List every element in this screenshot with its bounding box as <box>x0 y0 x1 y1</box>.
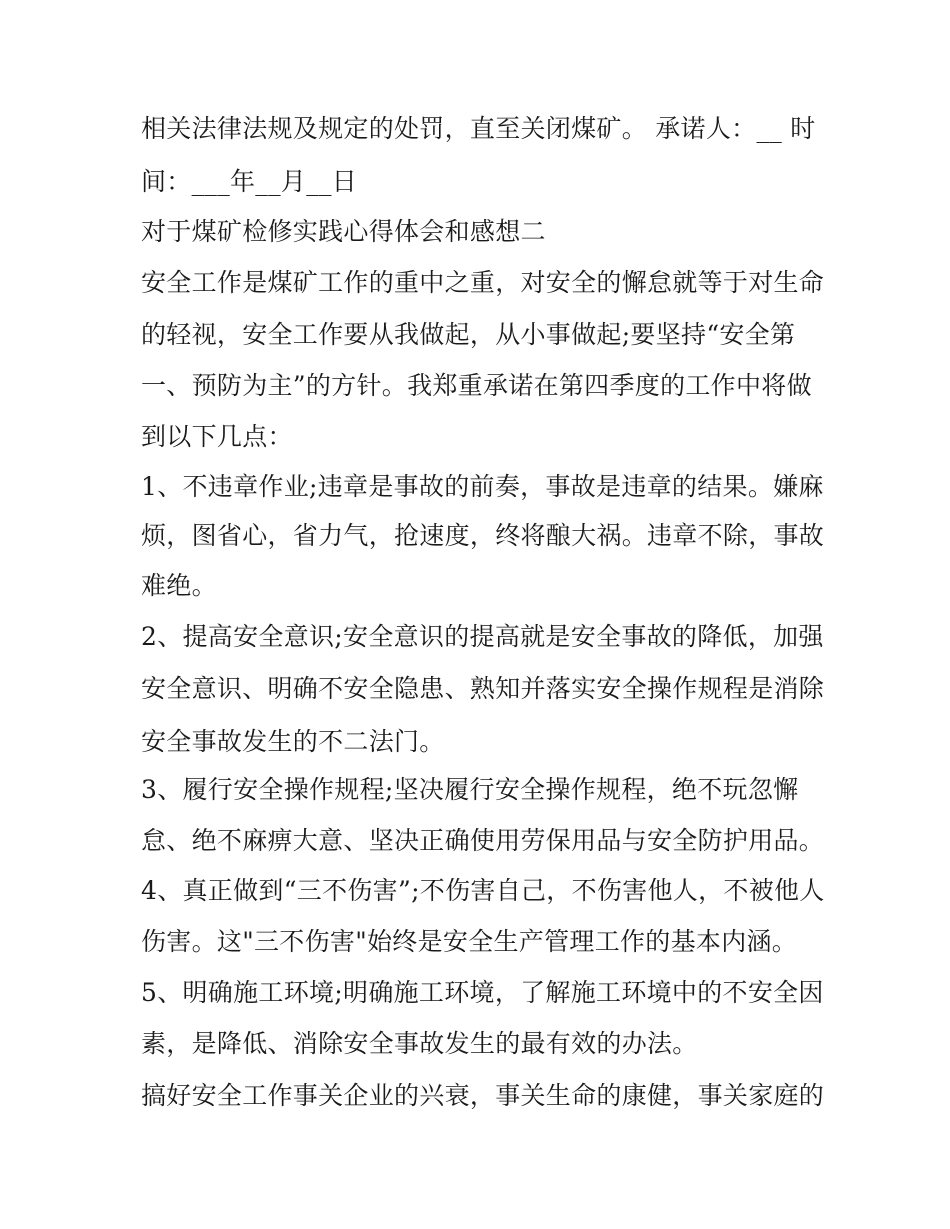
text-line: 一、预防为主”的方针。我郑重承诺在第四季度的工作中将做 <box>141 371 812 400</box>
text-line: 的轻视，安全工作要从我做起，从小事做起;要坚持“安全第 <box>141 320 796 349</box>
list-item-2: 2、提高安全意识;安全意识的提高就是安全事故的降低，加强 <box>141 622 824 651</box>
text-line: 素，是降低、消除安全事故发生的最有效的办法。 <box>141 1029 698 1058</box>
list-item-4: 4、真正做到“三不伤害”;不伤害自己，不伤害他人，不被他人 <box>141 876 825 905</box>
text-line: 搞好安全工作事关企业的兴衰，事关生命的康健，事关家庭的 <box>141 1081 825 1110</box>
list-item-3: 3、履行安全操作规程;坚决履行安全操作规程，绝不玩忽懈 <box>141 775 799 804</box>
text-line: 安全工作是煤矿工作的重中之重，对安全的懈怠就等于对生命 <box>141 268 825 297</box>
text-line: 安全事故发生的不二法门。 <box>141 727 445 756</box>
text-line: 难绝。 <box>141 571 217 600</box>
text-line: 间：___年__月__日 <box>141 167 358 196</box>
text-line: 烦，图省心，省力气，抢速度，终将酿大祸。违章不除，事故 <box>141 521 825 550</box>
list-item-1: 1、不违章作业;违章是事故的前奏，事故是违章的结果。嫌麻 <box>141 472 824 501</box>
text-line: 伤害。这"三不伤害"始终是安全生产管理工作的基本内涵。 <box>141 927 798 956</box>
text-line: 安全意识、明确不安全隐患、熟知并落实安全操作规程是消除 <box>141 674 825 703</box>
text-line: 到以下几点： <box>141 422 293 451</box>
section-heading: 对于煤矿检修实践心得体会和感想二 <box>141 217 546 246</box>
text-line: 怠、绝不麻痹大意、坚决正确使用劳保用品与安全防护用品。 <box>141 826 825 855</box>
list-item-5: 5、明确施工环境;明确施工环境，了解施工环境中的不安全因 <box>141 978 824 1007</box>
text-line: 相关法律法规及规定的处罚，直至关闭煤矿。 承诺人：__ 时 <box>141 114 816 143</box>
